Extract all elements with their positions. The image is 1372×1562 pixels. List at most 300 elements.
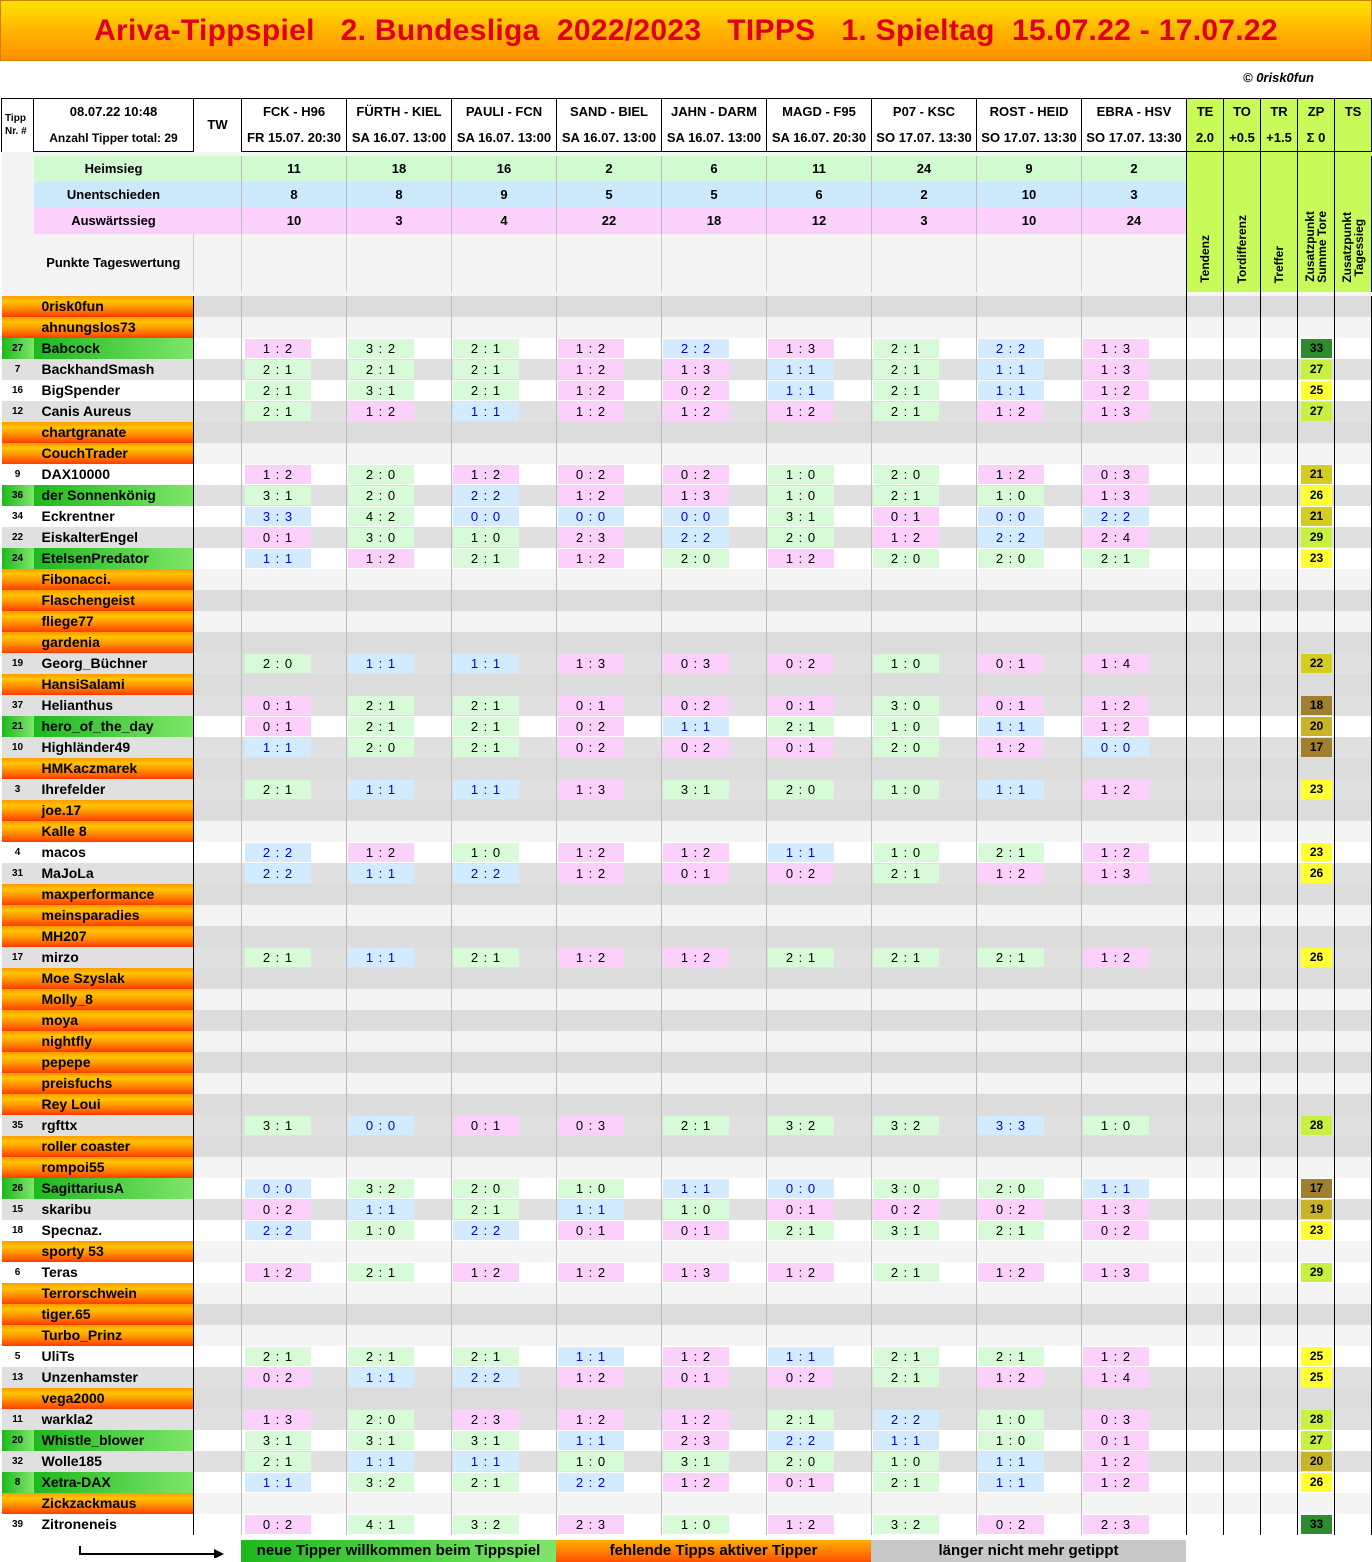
tip-cell <box>977 884 1082 905</box>
tip-score: 1 : 2 <box>1083 717 1149 736</box>
tip-cell <box>1082 821 1187 842</box>
zp-cell <box>1298 317 1335 338</box>
player-row <box>2 317 1372 338</box>
tip-cell <box>767 422 872 443</box>
tip-score: 0 : 2 <box>978 1515 1044 1534</box>
tip-cell <box>767 1157 872 1178</box>
player-row <box>2 1493 1372 1514</box>
tipp-nr <box>2 632 34 653</box>
tip-cell <box>557 1493 662 1514</box>
tip-cell <box>767 737 872 758</box>
tipp-nr: 32 <box>2 1451 34 1472</box>
tip-cell <box>662 695 767 716</box>
side-cell <box>1261 947 1298 968</box>
tip-cell <box>977 611 1082 632</box>
tip-cell <box>557 485 662 506</box>
tip-score: 2 : 0 <box>978 1179 1044 1198</box>
tip-cell <box>347 359 452 380</box>
player-name: ahnungslos73 <box>34 317 194 338</box>
tip-score: 1 : 1 <box>348 1452 414 1471</box>
player-name: UliTs <box>34 1346 194 1367</box>
tip-cell <box>242 548 347 569</box>
zp-cell <box>1298 1052 1335 1073</box>
tip-score: 1 : 2 <box>978 402 1044 421</box>
zp-value: 17 <box>1301 738 1332 757</box>
match-date: FR 15.07. 20:30 <box>242 125 347 152</box>
tip-cell <box>557 1304 662 1325</box>
tip-cell <box>767 569 872 590</box>
player-row <box>2 590 1372 611</box>
tip-score: 0 : 1 <box>245 528 311 547</box>
tip-cell <box>872 296 977 317</box>
tip-cell <box>872 737 977 758</box>
tip-score: 4 : 1 <box>348 1515 414 1534</box>
side-cell <box>1261 1052 1298 1073</box>
player-row <box>2 716 1372 737</box>
tip-score: 1 : 2 <box>558 360 624 379</box>
tip-cell <box>557 695 662 716</box>
tip-cell <box>977 1094 1082 1115</box>
tip-cell <box>557 1199 662 1220</box>
heim-count: 11 <box>242 156 347 182</box>
tip-cell <box>977 359 1082 380</box>
tip-cell <box>347 695 452 716</box>
unent-count: 5 <box>662 182 767 208</box>
tipp-nr <box>2 443 34 464</box>
tip-cell <box>767 527 872 548</box>
player-name: HMKaczmarek <box>34 758 194 779</box>
player-name: Babcock <box>34 338 194 359</box>
tip-score: 2 : 3 <box>453 1410 519 1429</box>
side-cell <box>1261 1346 1298 1367</box>
tip-cell <box>347 716 452 737</box>
tw-cell <box>194 842 242 863</box>
tip-cell <box>662 338 767 359</box>
tip-cell <box>1082 989 1187 1010</box>
tip-cell <box>662 485 767 506</box>
tip-score: 2 : 2 <box>245 864 311 883</box>
tip-cell <box>242 821 347 842</box>
tip-cell <box>242 296 347 317</box>
tipp-nr <box>2 884 34 905</box>
tipp-nr: 21 <box>2 716 34 737</box>
tip-cell <box>557 1283 662 1304</box>
tip-score: 1 : 1 <box>348 780 414 799</box>
zp-value: 28 <box>1301 1410 1332 1429</box>
side-cell <box>1261 1262 1298 1283</box>
legend-missing: fehlende Tipps aktiver Tipper <box>556 1540 871 1562</box>
tip-score: 1 : 0 <box>873 1452 939 1471</box>
tip-score: 3 : 2 <box>348 1179 414 1198</box>
tip-score: 0 : 2 <box>558 738 624 757</box>
tip-cell <box>452 1052 557 1073</box>
legend-new: neue Tipper willkommen beim Tippspiel <box>241 1540 556 1562</box>
player-row <box>2 1325 1372 1346</box>
tip-cell <box>452 296 557 317</box>
tip-cell <box>452 485 557 506</box>
tip-cell <box>662 611 767 632</box>
side-cell <box>1335 1388 1372 1409</box>
zp-cell <box>1298 611 1335 632</box>
tip-cell <box>557 1514 662 1535</box>
zp-cell <box>1298 926 1335 947</box>
player-name: moya <box>34 1010 194 1031</box>
tip-cell <box>347 1304 452 1325</box>
tip-cell <box>347 422 452 443</box>
tw-cell <box>194 1094 242 1115</box>
tip-cell <box>557 443 662 464</box>
side-cell <box>1187 485 1224 506</box>
tip-cell <box>662 1220 767 1241</box>
tip-cell <box>872 1409 977 1430</box>
heim-count: 24 <box>872 156 977 182</box>
zp-cell <box>1298 758 1335 779</box>
tip-cell <box>452 569 557 590</box>
tip-cell <box>347 1409 452 1430</box>
heim-count: 2 <box>557 156 662 182</box>
side-cell <box>1224 905 1261 926</box>
player-row <box>2 758 1372 779</box>
tip-cell <box>452 1073 557 1094</box>
side-cell <box>1335 1409 1372 1430</box>
tip-cell <box>662 1241 767 1262</box>
side-cell <box>1187 1346 1224 1367</box>
zp-value: 22 <box>1301 654 1332 673</box>
zp-cell <box>1298 968 1335 989</box>
tipp-nr: 36 <box>2 485 34 506</box>
tip-cell <box>1082 422 1187 443</box>
player-row <box>2 863 1372 884</box>
tip-score: 2 : 1 <box>453 717 519 736</box>
tip-cell <box>977 296 1082 317</box>
tip-score: 2 : 1 <box>348 1263 414 1282</box>
tip-score: 1 : 0 <box>978 1431 1044 1450</box>
tip-score: 0 : 2 <box>1083 1221 1149 1240</box>
tip-score: 2 : 2 <box>453 486 519 505</box>
tip-score: 3 : 1 <box>245 1431 311 1450</box>
tip-score: 3 : 2 <box>453 1515 519 1534</box>
side-cell <box>1187 737 1224 758</box>
player-row <box>2 1094 1372 1115</box>
player-name: Zitroneneis <box>34 1514 194 1535</box>
tip-cell <box>1082 1325 1187 1346</box>
tip-cell <box>872 422 977 443</box>
side-cell <box>1335 758 1372 779</box>
tip-score: 3 : 1 <box>663 1452 729 1471</box>
tipp-nr <box>2 569 34 590</box>
tip-cell <box>977 1409 1082 1430</box>
unent-count: 5 <box>557 182 662 208</box>
side-cell <box>1224 800 1261 821</box>
tip-cell <box>1082 1346 1187 1367</box>
player-name: EtelsenPredator <box>34 548 194 569</box>
player-name: Georg_Büchner <box>34 653 194 674</box>
unent-count: 8 <box>347 182 452 208</box>
tip-cell <box>1082 401 1187 422</box>
tip-cell <box>977 1010 1082 1031</box>
side-cell <box>1261 1073 1298 1094</box>
zp-cell <box>1298 1514 1335 1535</box>
tip-cell <box>1082 1052 1187 1073</box>
tip-cell <box>1082 611 1187 632</box>
side-cell <box>1224 506 1261 527</box>
tip-score: 2 : 2 <box>453 864 519 883</box>
tip-score: 1 : 0 <box>768 486 834 505</box>
tip-cell <box>767 1472 872 1493</box>
zp-cell <box>1298 1304 1335 1325</box>
tip-cell <box>557 821 662 842</box>
side-cell <box>1335 800 1372 821</box>
tip-cell <box>872 695 977 716</box>
tip-cell <box>872 1157 977 1178</box>
tip-score: 1 : 0 <box>873 843 939 862</box>
tip-score: 3 : 1 <box>245 486 311 505</box>
tip-score: 0 : 2 <box>245 1368 311 1387</box>
tip-score: 1 : 2 <box>348 549 414 568</box>
tip-score: 1 : 0 <box>558 1179 624 1198</box>
tip-score: 1 : 4 <box>1083 654 1149 673</box>
match-date: SA 16.07. 13:00 <box>452 125 557 152</box>
tip-cell <box>1082 464 1187 485</box>
side-code: TR <box>1261 99 1298 126</box>
side-cell <box>1187 338 1224 359</box>
tip-score: 1 : 2 <box>558 381 624 400</box>
tip-score: 1 : 2 <box>558 402 624 421</box>
tip-score: 3 : 1 <box>768 507 834 526</box>
player-row <box>2 821 1372 842</box>
player-name: 0risk0fun <box>34 296 194 317</box>
tip-cell <box>242 653 347 674</box>
side-cell <box>1224 737 1261 758</box>
side-cell <box>1261 905 1298 926</box>
tip-cell <box>767 1514 872 1535</box>
tw-cell <box>194 905 242 926</box>
tip-cell <box>767 401 872 422</box>
tip-cell <box>347 821 452 842</box>
tip-cell <box>872 485 977 506</box>
side-cell <box>1187 1010 1224 1031</box>
tip-cell <box>347 443 452 464</box>
tip-cell <box>662 674 767 695</box>
tip-cell <box>872 1367 977 1388</box>
tip-score: 2 : 3 <box>558 1515 624 1534</box>
tip-cell <box>452 926 557 947</box>
tip-cell <box>872 821 977 842</box>
tip-cell <box>1082 1493 1187 1514</box>
tip-score: 1 : 2 <box>245 339 311 358</box>
tip-cell <box>662 1073 767 1094</box>
tipp-nr: 17 <box>2 947 34 968</box>
tipp-nr: 7 <box>2 359 34 380</box>
tip-cell <box>872 1325 977 1346</box>
tip-cell <box>767 1031 872 1052</box>
player-name: Wolle185 <box>34 1451 194 1472</box>
tip-cell <box>242 1199 347 1220</box>
tip-score: 4 : 2 <box>348 507 414 526</box>
side-cell <box>1261 800 1298 821</box>
tipp-nr: 9 <box>2 464 34 485</box>
tip-cell <box>1082 590 1187 611</box>
tip-cell <box>977 338 1082 359</box>
tip-cell <box>767 1430 872 1451</box>
tip-score: 3 : 2 <box>873 1116 939 1135</box>
tip-score: 1 : 0 <box>453 843 519 862</box>
player-row <box>2 1409 1372 1430</box>
tip-cell <box>872 317 977 338</box>
side-vertical <box>1261 156 1298 292</box>
side-cell <box>1335 1031 1372 1052</box>
tip-score: 2 : 1 <box>245 780 311 799</box>
tip-score: 1 : 2 <box>558 1410 624 1429</box>
side-cell <box>1335 1010 1372 1031</box>
tip-cell <box>557 758 662 779</box>
tip-cell <box>347 926 452 947</box>
tip-score: 1 : 2 <box>663 948 729 967</box>
tw-cell <box>194 1409 242 1430</box>
player-name: Fibonacci. <box>34 569 194 590</box>
tip-cell <box>767 758 872 779</box>
tip-score: 2 : 1 <box>453 1473 519 1492</box>
tip-score: 2 : 0 <box>663 549 729 568</box>
side-cell <box>1335 1220 1372 1241</box>
zp-value: 18 <box>1301 696 1332 715</box>
tip-cell <box>347 1031 452 1052</box>
player-name: chartgranate <box>34 422 194 443</box>
tip-cell <box>452 548 557 569</box>
zp-cell <box>1298 842 1335 863</box>
tip-cell <box>347 527 452 548</box>
tip-score: 1 : 3 <box>558 780 624 799</box>
tip-cell <box>767 968 872 989</box>
side-cell <box>1261 569 1298 590</box>
side-cell <box>1224 1031 1261 1052</box>
tip-score: 2 : 1 <box>245 402 311 421</box>
tip-cell <box>242 716 347 737</box>
tip-score: 1 : 0 <box>453 528 519 547</box>
tip-score: 1 : 1 <box>245 738 311 757</box>
tip-score: 2 : 1 <box>768 948 834 967</box>
tip-score: 1 : 1 <box>348 948 414 967</box>
tw-cell <box>194 1052 242 1073</box>
tip-cell <box>242 1094 347 1115</box>
side-cell <box>1187 1409 1224 1430</box>
tip-cell <box>557 401 662 422</box>
zp-cell <box>1298 800 1335 821</box>
tip-cell <box>557 905 662 926</box>
tip-cell <box>347 1262 452 1283</box>
heim-count: 16 <box>452 156 557 182</box>
tip-score: 0 : 1 <box>245 696 311 715</box>
side-cell <box>1335 338 1372 359</box>
legend-inactive: länger nicht mehr getippt <box>871 1540 1186 1562</box>
player-row <box>2 968 1372 989</box>
tip-cell <box>347 1493 452 1514</box>
zp-cell <box>1298 1367 1335 1388</box>
side-cell <box>1261 1472 1298 1493</box>
tip-cell <box>872 1451 977 1472</box>
side-cell <box>1187 1262 1224 1283</box>
tip-score: 1 : 1 <box>348 1368 414 1387</box>
zp-cell <box>1298 1031 1335 1052</box>
player-row <box>2 1514 1372 1535</box>
tip-cell <box>662 1472 767 1493</box>
tip-cell <box>452 737 557 758</box>
ausw-count: 10 <box>242 208 347 234</box>
side-cell <box>1335 863 1372 884</box>
player-name: rompoi55 <box>34 1157 194 1178</box>
player-name: mirzo <box>34 947 194 968</box>
tip-cell <box>557 632 662 653</box>
tip-cell <box>242 968 347 989</box>
tip-cell <box>872 1262 977 1283</box>
tip-cell <box>662 632 767 653</box>
tip-score: 2 : 1 <box>768 1221 834 1240</box>
side-code: TS <box>1335 99 1372 126</box>
tip-score: 1 : 0 <box>873 780 939 799</box>
tip-cell <box>977 443 1082 464</box>
tip-cell <box>977 1283 1082 1304</box>
tip-cell <box>347 464 452 485</box>
tw-cell <box>194 1346 242 1367</box>
tip-cell <box>872 926 977 947</box>
side-cell <box>1224 296 1261 317</box>
tip-score: 1 : 1 <box>348 1200 414 1219</box>
side-cell <box>1261 926 1298 947</box>
tip-cell <box>767 989 872 1010</box>
side-cell <box>1335 695 1372 716</box>
heim-count: 9 <box>977 156 1082 182</box>
tipp-nr: 18 <box>2 1220 34 1241</box>
zp-cell <box>1298 506 1335 527</box>
tip-score: 1 : 2 <box>1083 780 1149 799</box>
side-cell <box>1261 590 1298 611</box>
match-teams: MAGD - F95 <box>767 99 872 126</box>
tip-cell <box>242 1388 347 1409</box>
tip-cell <box>242 779 347 800</box>
tip-cell <box>977 1367 1082 1388</box>
tipp-nr: 20 <box>2 1430 34 1451</box>
heim-count: 18 <box>347 156 452 182</box>
zp-value: 23 <box>1301 780 1332 799</box>
player-row <box>2 1262 1372 1283</box>
player-name: der Sonnenkönig <box>34 485 194 506</box>
tip-cell <box>347 1430 452 1451</box>
tip-cell <box>242 1514 347 1535</box>
match-teams: FÜRTH - KIEL <box>347 99 452 126</box>
player-name: warkla2 <box>34 1409 194 1430</box>
tip-cell <box>872 1115 977 1136</box>
side-cell <box>1335 653 1372 674</box>
side-cell <box>1187 1052 1224 1073</box>
tipp-nr <box>2 926 34 947</box>
side-cell <box>1224 1451 1261 1472</box>
tip-cell <box>452 1136 557 1157</box>
player-name: Molly_8 <box>34 989 194 1010</box>
tip-score: 1 : 2 <box>558 843 624 862</box>
side-cell <box>1335 905 1372 926</box>
tip-cell <box>347 863 452 884</box>
tip-cell <box>1082 485 1187 506</box>
tip-cell <box>872 611 977 632</box>
tip-cell <box>557 653 662 674</box>
tip-cell <box>872 527 977 548</box>
side-cell <box>1335 317 1372 338</box>
tip-cell <box>767 485 872 506</box>
tip-cell <box>662 1052 767 1073</box>
tip-score: 2 : 0 <box>348 738 414 757</box>
player-row <box>2 1157 1372 1178</box>
side-cell <box>1187 947 1224 968</box>
